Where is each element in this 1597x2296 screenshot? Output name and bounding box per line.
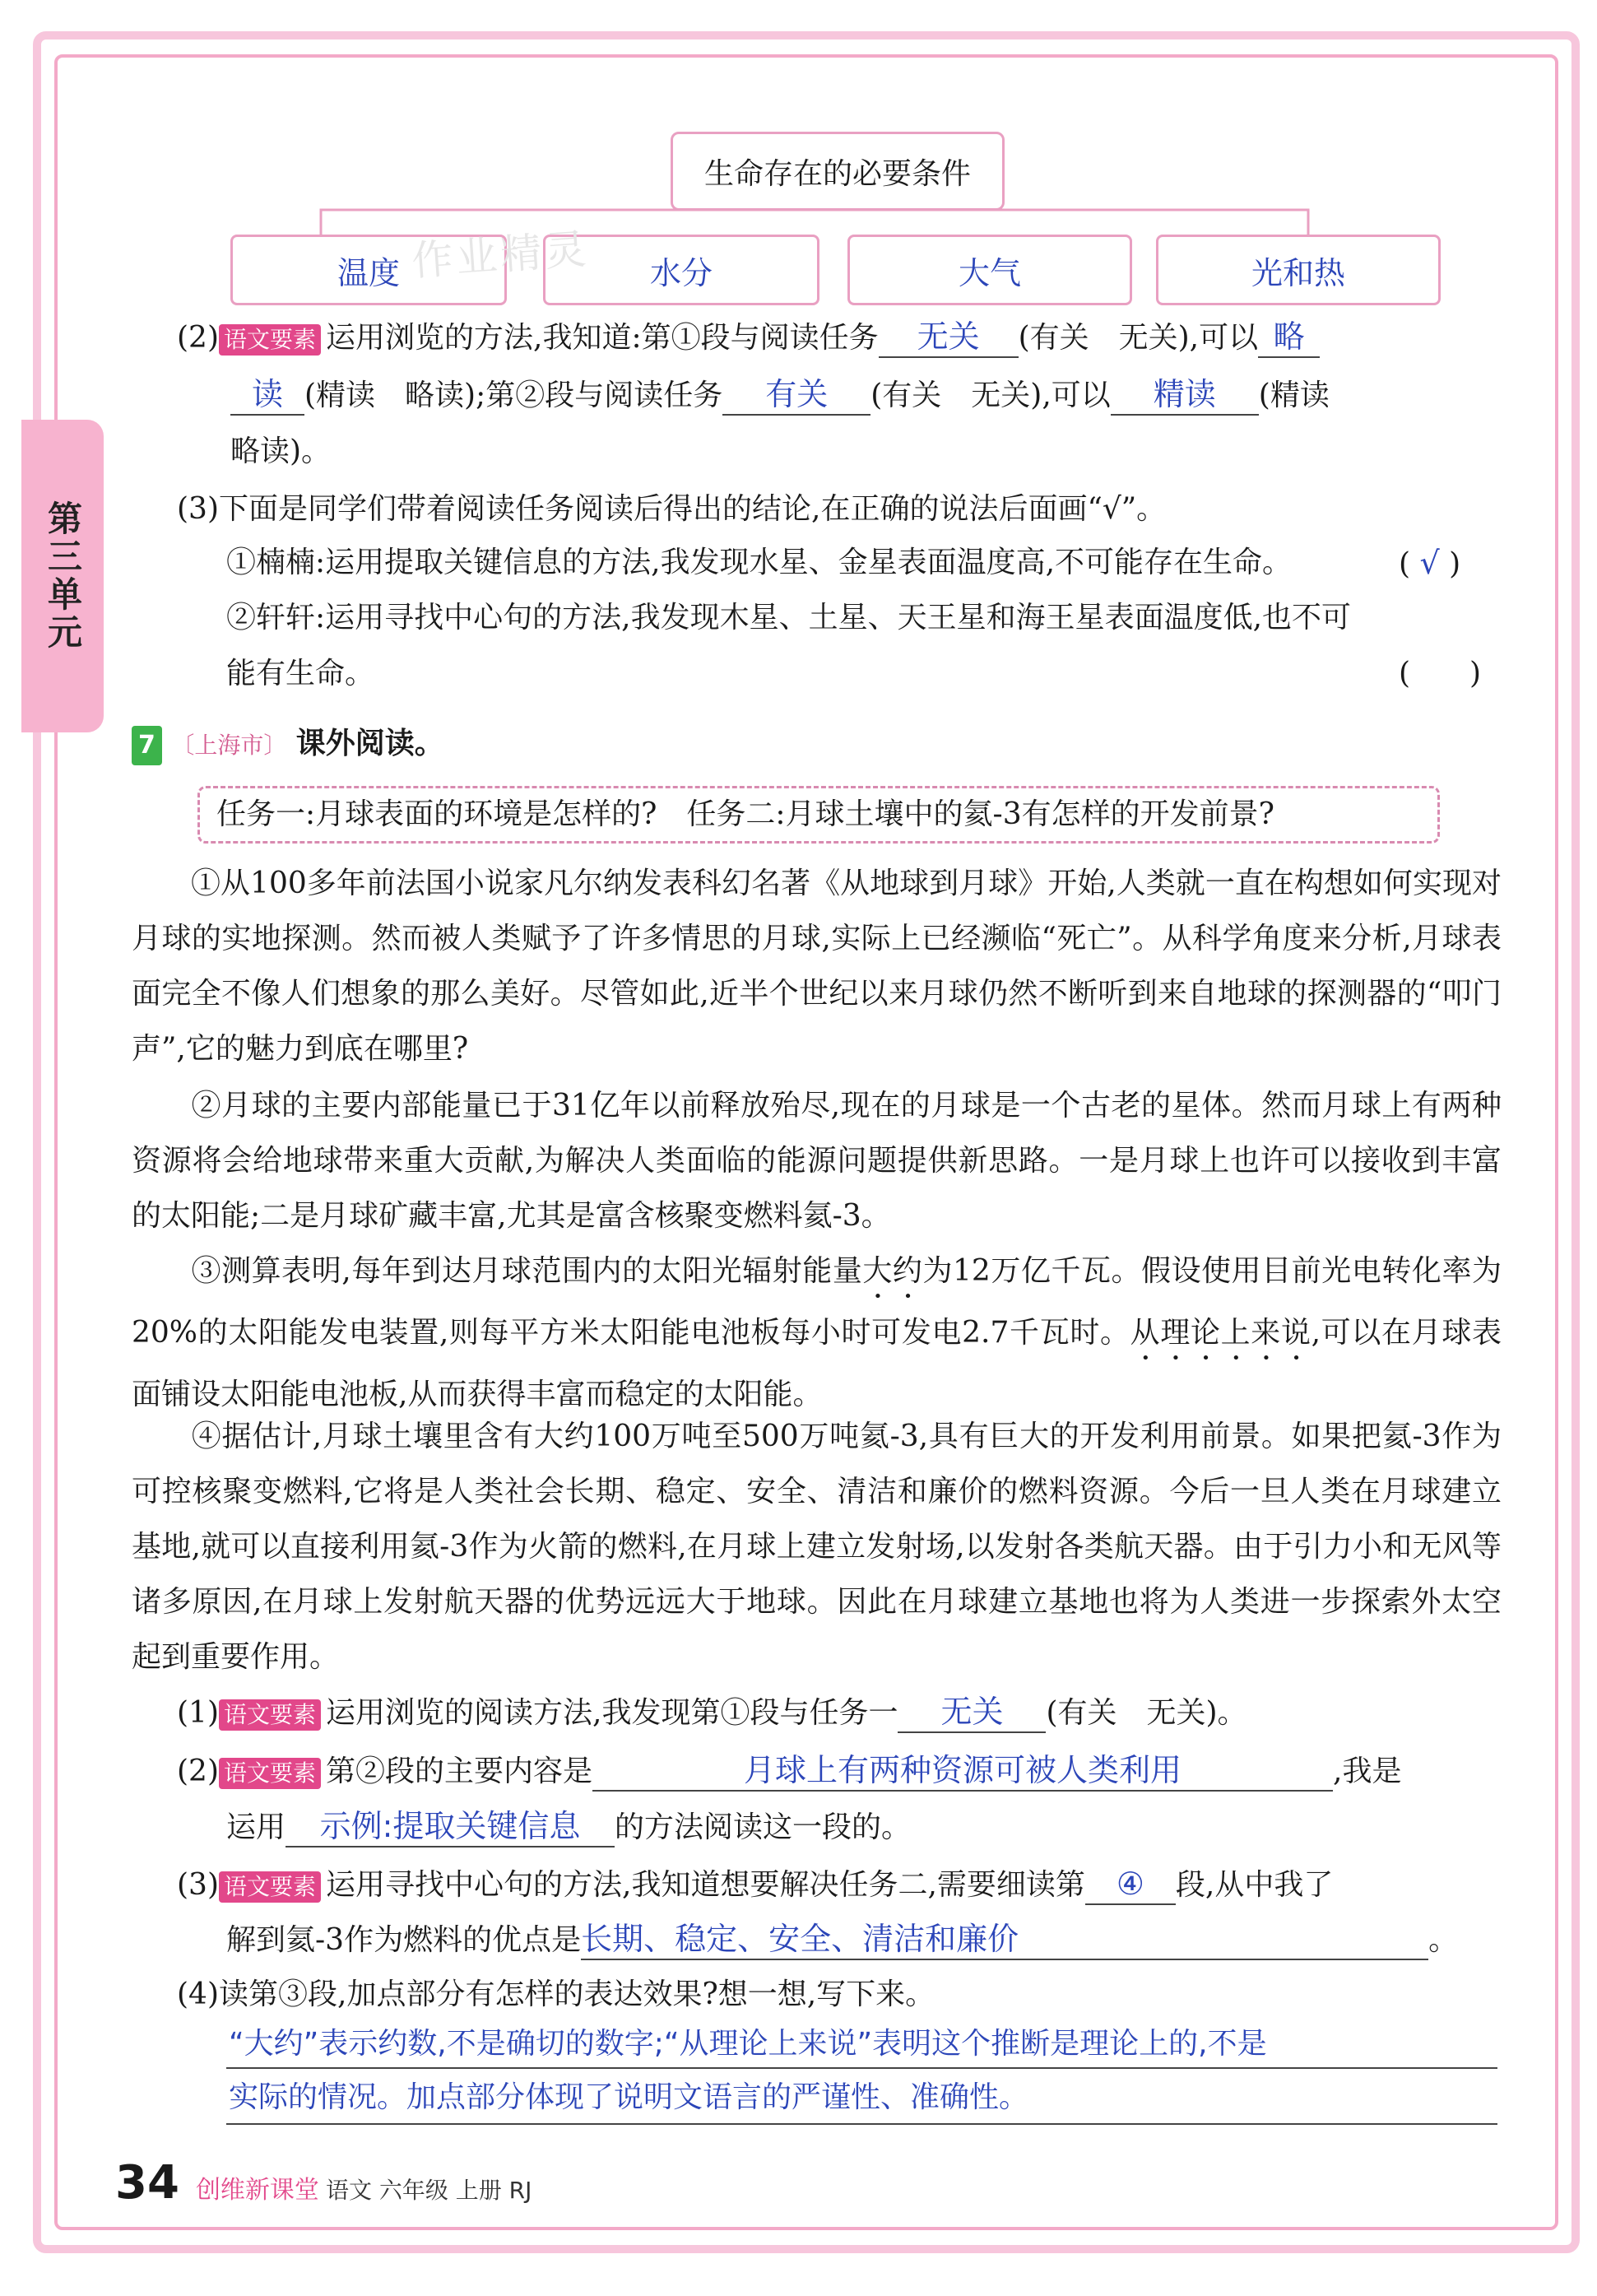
passage-p4: ④据估计,月球土壤里含有大约100万吨至500万吨氦-3,具有巨大的开发利用前景。如果把氦-3作为可控核聚变燃料,它将是人类社会长期、稳定、安全、清洁和廉价的燃料资源。今后一旦人类在月球建立基地,就可以直接利用氦-3作为火箭的燃料,在月球上建立发射场,以发射各类航天器。由于引力小和无风等诸多原因,在月球上发射航天器的优势远远大于地球。因此在月球建立基地也将为人类进一步探索外太空起到重要作用。 — [132, 1420, 1502, 1674]
answer-blank: 读 — [230, 374, 304, 416]
q7-2-line2: 运用 示例:提取关键信息 的方法阅读这一段的。 — [226, 1806, 911, 1847]
answer-blank: ④ — [1085, 1864, 1176, 1905]
answer-blank: 略 — [1258, 317, 1320, 358]
diagram-box-1: 温度 — [230, 235, 507, 305]
answer-blank: 无关 — [898, 1692, 1046, 1733]
answer-blank: 无关 — [879, 317, 1019, 358]
q6-3-s2: ②轩轩:运用寻找中心句的方法,我发现木星、土星、天王星和海王星表面温度低,也不可 — [226, 601, 1352, 634]
q7-4-intro: (4)读第③段,加点部分有怎样的表达效果?想一想,写下来。 — [177, 1978, 935, 2011]
diagram-title: 生命存在的必要条件 — [671, 132, 1005, 211]
passage-p2: ②月球的主要内部能量已于31亿年以前释放殆尽,现在的月球是一个古老的星体。然而月球上有两种资源将会给地球带来重大贡献,为解决人类面临的能源问题提供新思路。一是月球上也许可以接收到丰富的太阳能;二是月球矿藏丰富,尤其是富含核聚变燃料氦-3。 — [132, 1089, 1502, 1233]
page-number: 34 — [115, 2156, 179, 2210]
task-box: 任务一:月球表面的环境是怎样的? 任务二:月球土壤中的氦-3有怎样的开发前景? — [197, 786, 1440, 844]
unit-tab: 第三单元 — [21, 420, 104, 732]
diagram-box-2: 水分 — [543, 235, 819, 305]
answer-rule — [226, 2123, 1497, 2125]
answer-rule — [226, 2067, 1497, 2069]
watermark: 作业精灵 — [410, 225, 592, 286]
passage-p3: ③测算表明,每年到达月球范围内的太阳光辐射能量大约为12万亿千瓦。假设使用目前光电转化率为20%的太阳能发电装置,则每平方米太阳能电池板每小时可发电2.7千瓦时。从理论上来说,可以在月球表面铺设太阳能电池板,从而获得丰富而稳定的太阳能。 — [132, 1254, 1502, 1411]
q6-2-line1: (2) 语文要素 运用浏览的方法,我知道:第①段与阅读任务 无关 (有关 无关),可以 略 — [177, 317, 1320, 358]
q7-header: 7 〔上海市〕 课外阅读。 — [132, 724, 444, 765]
page-footer — [115, 2156, 532, 2210]
q6-2-line2: 读 (精读 略读);第②段与阅读任务 有关 (有关 无关),可以 精读 (精读 — [230, 374, 1330, 416]
q6-2-line3: 略读)。 — [230, 435, 332, 468]
book-info: 语文 六年级 上册 RJ — [325, 2177, 532, 2204]
series-name: 创维新课堂 — [195, 2176, 319, 2205]
answer-blank: 示例:提取关键信息 — [286, 1806, 615, 1847]
q7-3-line1: (3) 语文要素 运用寻找中心句的方法,我知道想要解决任务二,需要细读第 ④ 段,从中我了 — [177, 1864, 1333, 1905]
answer-blank: 精读 — [1111, 374, 1259, 416]
q7-4-answer-2: 实际的情况。加点部分体现了说明文语言的严谨性、准确性。 — [229, 2080, 1029, 2114]
answer-blank: 长期、稳定、安全、清洁和廉价 — [581, 1919, 1428, 1960]
q7-3-line2: 解到氦-3作为燃料的优点是长期、稳定、安全、清洁和廉价 。 — [226, 1919, 1458, 1960]
q6-3-s2-cont: 能有生命。 — [226, 657, 375, 690]
q6-3-s1-answer: ( √ ) — [1399, 545, 1461, 581]
q6-3-s1: ①楠楠:运用提取关键信息的方法,我发现水星、金星表面温度高,不可能存在生命。 — [226, 546, 1293, 579]
q7-1: (1) 语文要素 运用浏览的阅读方法,我发现第①段与任务一 无关 (有关 无关)。 — [177, 1692, 1247, 1733]
q7-4-answer-1: “大约”表示约数,不是确切的数字;“从理论上来说”表明这个推断是理论上的,不是 — [229, 2027, 1267, 2061]
answer-blank: 月球上有两种资源可被人类利用 — [592, 1750, 1333, 1792]
q7-2-line1: (2) 语文要素 第②段的主要内容是 月球上有两种资源可被人类利用 ,我是 — [177, 1750, 1401, 1792]
tag-yuwen: 语文要素 — [219, 324, 321, 356]
passage-p1: ①从100多年前法国小说家凡尔纳发表科幻名著《从地球到月球》开始,人类就一直在构想如何实现对月球的实地探测。然而被人类赋予了许多情思的月球,实际上已经濒临“死亡”。从科学角度来分析,月球表面完全不像人们想象的那么美好。尽管如此,近半个世纪以来月球仍然不断听到来自地球的探测器的“叩门声”,它的魅力到底在哪里? — [132, 867, 1502, 1066]
diagram-box-3: 大气 — [847, 235, 1132, 305]
diagram-box-4: 光和热 — [1156, 235, 1441, 305]
answer-blank: 有关 — [722, 374, 870, 416]
q6-3-intro: (3)下面是同学们带着阅读任务阅读后得出的结论,在正确的说法后面画“√”。 — [177, 492, 1167, 526]
q6-3-s2-answer: ( ) — [1399, 657, 1482, 690]
